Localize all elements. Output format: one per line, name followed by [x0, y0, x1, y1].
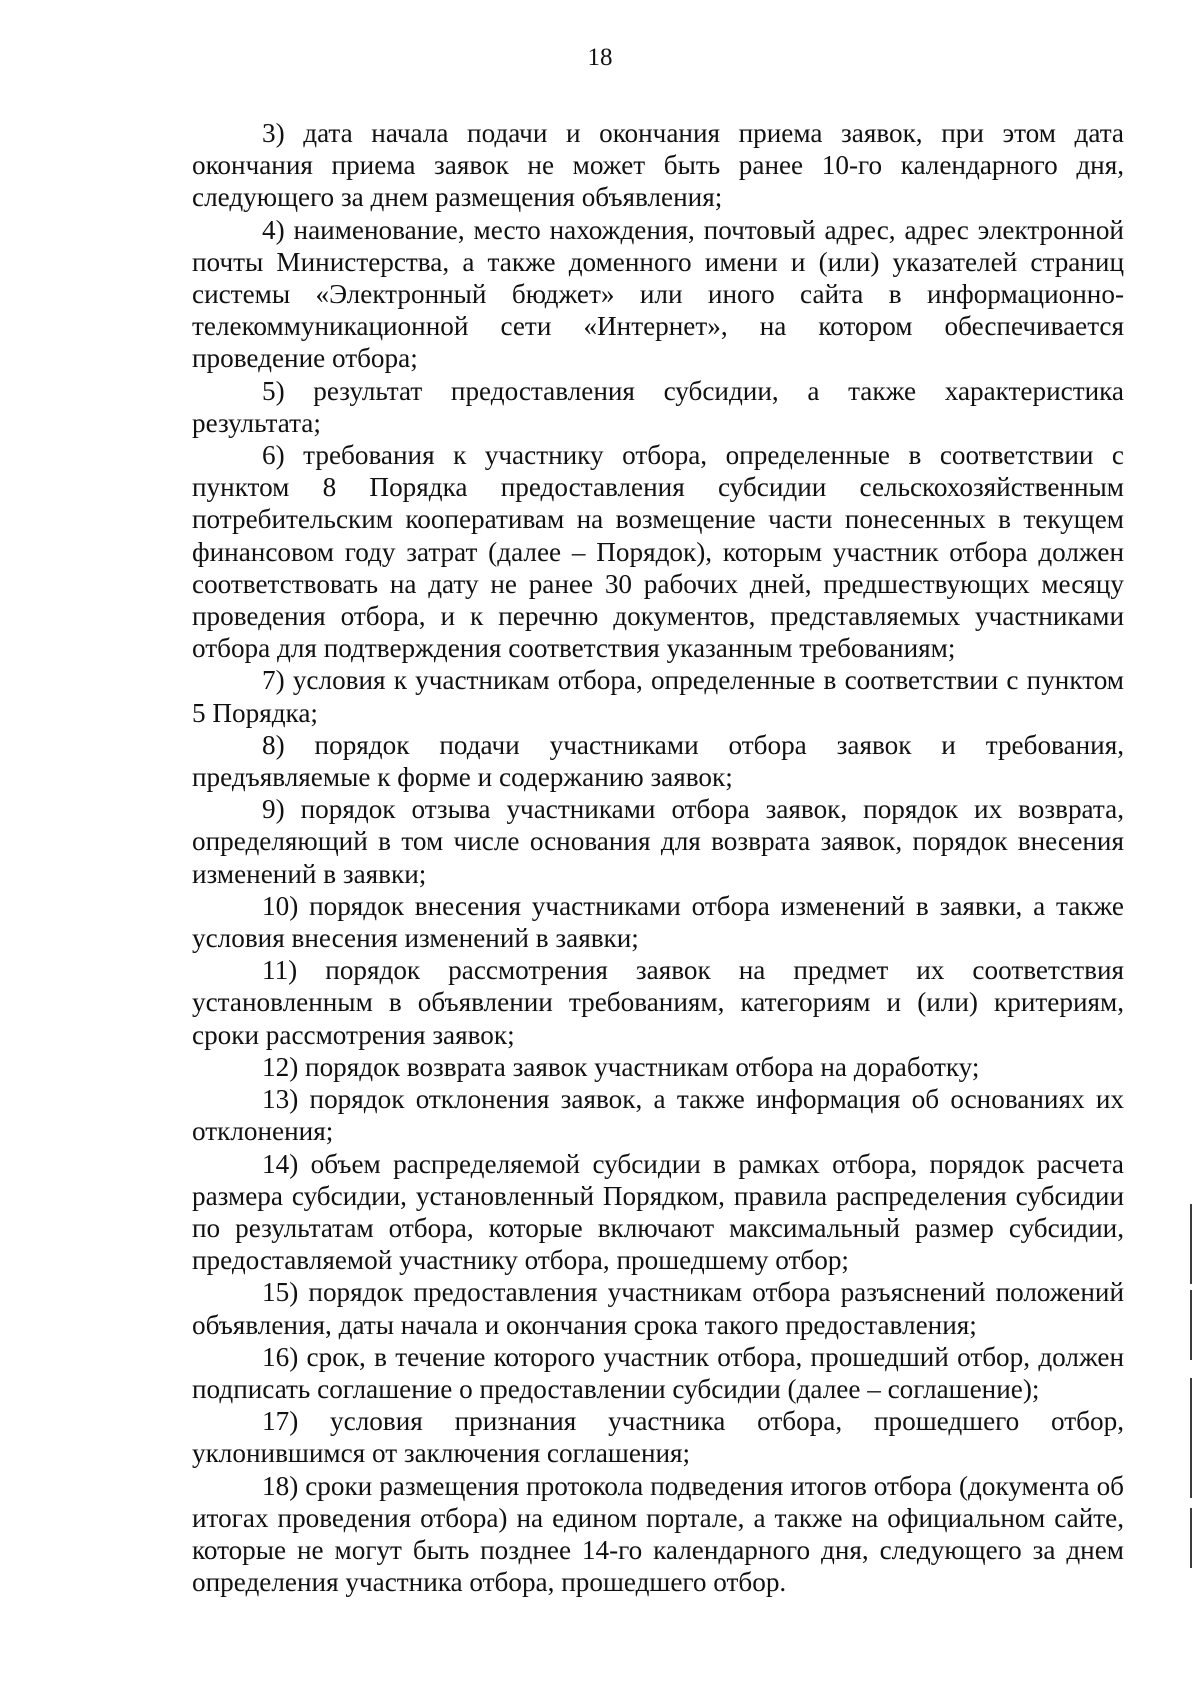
list-item-17: 17) условия признания участника отбора, прошедшего отбор, уклонившимся от заключения соглашения;: [192, 1406, 1124, 1469]
page-number: 18: [587, 44, 613, 71]
list-item-5: 5) результат предоставления субсидии, а также характеристика результата;: [192, 375, 1124, 438]
list-item-18: 18) сроки размещения протокола подведения итогов отбора (документа об итогах проведения отбора) на едином портале, а также на официальном сайте, которые не могут быть позднее 14-го календарного дня, следующего за днем определения участника отбора, прошедшего отбор.: [192, 1470, 1124, 1598]
list-item-10: 10) порядок внесения участниками отбора изменений в заявки, а также условия внесения изменений в заявки;: [192, 890, 1124, 954]
list-item-6: 6) требования к участнику отбора, определенные в соответствии с пунктом 8 Порядка предоставления субсидии сельскохозяйственным потребительским кооперативам на возмещение части понесенных в текущем финансовом году затрат (далее – Порядок), которым участник отбора должен соответствовать на дату не ранее 30 рабочих дней, предшествующих месяцу проведения отбора, и к перечню документов, представляемых участниками отбора для подтверждения соответствия указанным требованиям;: [192, 440, 1124, 664]
scan-edge-line: [1190, 1290, 1192, 1360]
list-item-11: 11) порядок рассмотрения заявок на предмет их соответствия установленным в объявлении требованиям, категориям и (или) критериям, сроки рассмотрения заявок;: [192, 955, 1124, 1050]
list-item-3: 3) дата начала подачи и окончания приема заявок, при этом дата окончания приема заявок не может быть ранее 10-го календарного дня, следующего за днем размещения объявления;: [192, 118, 1124, 213]
scan-edge-line: [1190, 1204, 1192, 1284]
document-body: [192, 117, 1124, 1598]
scan-edge-line: [1190, 1508, 1192, 1568]
list-item-7: 7) условия к участникам отбора, определенные в соответствии с пунктом 5 Порядка;: [192, 665, 1124, 728]
scan-edge-line: [1190, 1378, 1192, 1498]
list-item-13: 13) порядок отклонения заявок, а также информация об основаниях их отклонения;: [192, 1084, 1124, 1147]
list-item-15: 15) порядок предоставления участникам отбора разъяснений положений объявления, даты начала и окончания срока такого предоставления;: [192, 1277, 1124, 1340]
list-item-16: 16) срок, в течение которого участник отбора, прошедший отбор, должен подписать соглашение о предоставлении субсидии (далее – соглашение);: [192, 1341, 1124, 1404]
list-item-4: 4) наименование, место нахождения, почтовый адрес, адрес электронной почты Министерства, а также доменного имени и (или) указателей страниц системы «Электронный бюджет» или иного сайта в информационно-телекоммуникационной сети «Интернет», на котором обеспечивается проведение отбора;: [192, 214, 1124, 374]
list-item-9: 9) порядок отзыва участниками отбора заявок, порядок их возврата, определяющий в том числе основания для возврата заявок, порядок внесения изменений в заявки;: [192, 794, 1124, 889]
list-item-8: 8) порядок подачи участниками отбора заявок и требования, предъявляемые к форме и содержанию заявок;: [192, 729, 1124, 793]
list-item-12: 12) порядок возврата заявок участникам отбора на доработку;: [262, 1051, 980, 1082]
list-item-14: 14) объем распределяемой субсидии в рамках отбора, порядок расчета размера субсидии, установленный Порядком, правила распределения субсидии по результатам отбора, которые включают максимальный размер субсидии, предоставляемой участнику отбора, прошедшему отбор;: [192, 1148, 1124, 1276]
